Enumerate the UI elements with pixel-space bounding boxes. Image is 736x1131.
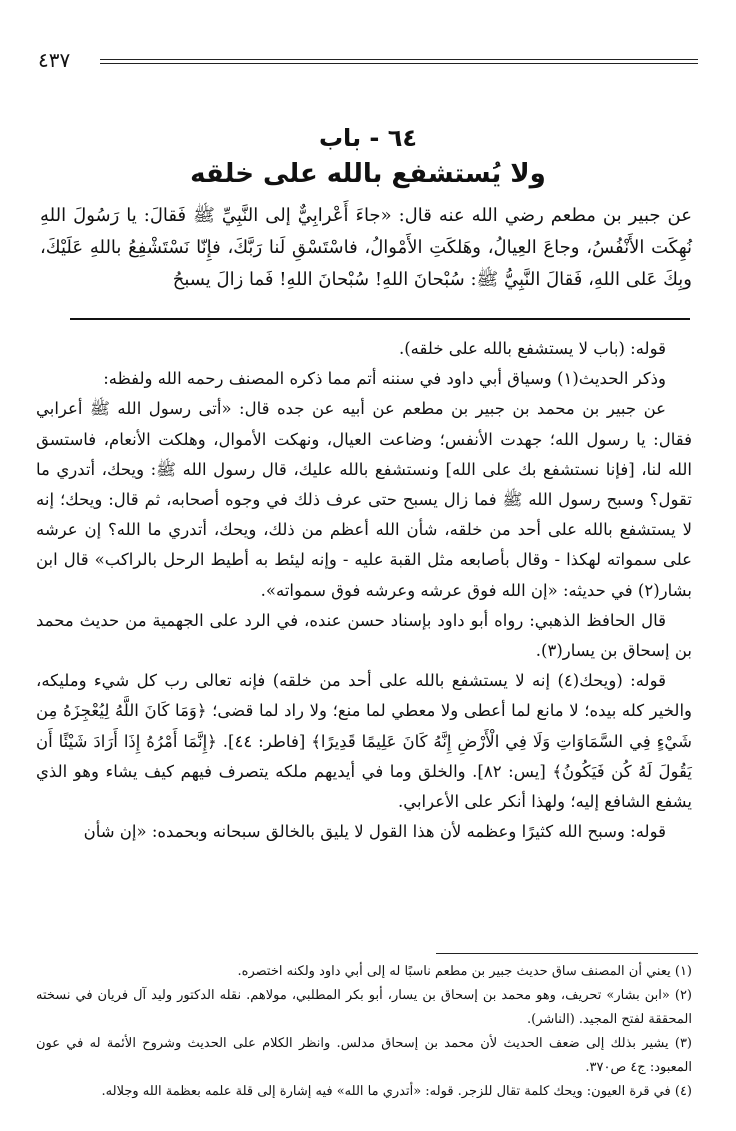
page-header [38,48,698,74]
section-divider [70,318,690,320]
footnote: (٣) يشير بذلك إلى ضعف الحديث لأن محمد بن إسحاق مدلس. وانظر الكلام على الحديث وشروح الأئمة له في عون المعبود: ج٤ ص٣٧٠. [36,1036,692,1075]
footnote-rule [436,953,698,954]
commentary-paragraph: عن جبير بن محمد بن جبير بن مطعم عن أبيه عن جده قال: «أتى رسول الله ﷺ أعرابي فقال: يا رسول الله؛ جهدت الأنفس؛ وضاعت العيال، ونهكت الأموال، وهلكت الأنعام، فاستسق الله لنا، [فإنا نستشفع بك على الله] ونستشفع بالله عليك، قال رسول الله ﷺ: ويحك، أتدري ما تقول؟ وسبح رسول الله ﷺ فما زال يسبح حتى عرف ذلك في وجوه أصحابه، ثم قال: ويحك؛ إنه لا يستشفع بالله على أحد من خلقه، شأن الله أعظم من ذلك، ويحك، أتدري ما الله؟ إن عرشه على سمواته لهكذا - وقال بأصابعه مثل القبة عليه - وإنه ليئط به أطيط الرحل بالراكب» قال ابن بشار(٢) في حديثه: «إن الله فوق عرشه وعرشه فوق سمواته». [36,399,692,600]
chapter-number: ٦٤ - باب [318,124,418,152]
footnote: (١) يعني أن المصنف ساق حديث جبير بن مطعم ناسبًا له إلى أبي داود ولكنه اختصره. [237,964,692,979]
header-rule [100,59,698,60]
main-hadith-text: عن جبير بن مطعم رضي الله عنه قال: «جاءَ أَعْرابِيٌّ إلى النَّبِيِّ ﷺ فَقالَ: يا رَسُولَ اللهِ نُهِكَت الأَنْفُسُ، وجاعَ العِيالُ، وهَلكَتِ الأَمْوالُ، فاسْتَسْقِ لَنا رَبَّكَ، فإِنّا نَسْتَشْفِعُ باللهِ عَلَيْكَ، وبِكَ عَلى اللهِ، فَقالَ النَّبِيُّ ﷺ: سُبْحانَ اللهِ! سُبْحانَ اللهِ! فَما زالَ يسبحُ [40,205,692,290]
footnote: (٢) «ابن بشار» تحريف، وهو محمد بن إسحاق بن يسار، أبو بكر المطلبي، مولاهم. نقله الدكتور وليد آل فريان في نسخته المحققة لفتح المجيد. (الناشر). [36,988,692,1027]
footnote: (٤) في قرة العيون: ويحك كلمة تقال للزجر. قوله: «أتدري ما الله» فيه إشارة إلى قلة علمه بعظمة الله وجلاله. [101,1084,692,1099]
chapter-heading [0,122,736,192]
footnotes [36,960,692,1104]
commentary-paragraph: قوله: وسبح الله كثيرًا وعظمه لأن هذا القول لا يليق بالخالق سبحانه وبحمده: «إن شأن [83,822,666,842]
commentary-body [36,334,692,847]
commentary-paragraph: قوله: (ويحك(٤) إنه لا يستشفع بالله على أحد من خلقه) فإنه تعالى رب كل شيء ومليكه، والخير كله بيده؛ لا مانع لما أعطى ولا معطي لما منع؛ ولا راد لما قضى؛ ﴿وَمَا كَانَ اللَّهُ لِيُعْجِزَهُ مِن شَيْءٍ فِي السَّمَاوَاتِ وَلَا فِي الْأَرْضِ إِنَّهُ كَانَ عَلِيمًا قَدِيرًا﴾ [فاطر: ٤٤]. ﴿إِنَّمَا أَمْرُهُ إِذَا أَرَادَ شَيْئًا أَن يَقُولَ لَهُ كُن فَيَكُونُ﴾ [يس: ٨٢]. والخلق وما في أيديهم ملكه يتصرف فيهم كيف يشاء وهو الذي يشفع الشافع إليه؛ ولهذا أنكر على الأعرابي. [36,671,692,812]
commentary-paragraph: قال الحافظ الذهبي: رواه أبو داود بإسناد حسن عنده، في الرد على الجهمية من حديث محمد بن إسحاق بن يسار(٣). [36,610,692,661]
header-rule [100,63,698,64]
commentary-paragraph: قوله: (باب لا يستشفع بالله على خلقه). [398,339,666,358]
commentary-paragraph: وذكر الحديث(١) وسياق أبي داود في سننه أتم مما ذكره المصنف رحمه الله ولفظه: [103,369,666,389]
page-number: ٤٣٧ [38,48,71,72]
chapter-title: ولا يُستشفع بالله على خلقه [190,159,546,189]
